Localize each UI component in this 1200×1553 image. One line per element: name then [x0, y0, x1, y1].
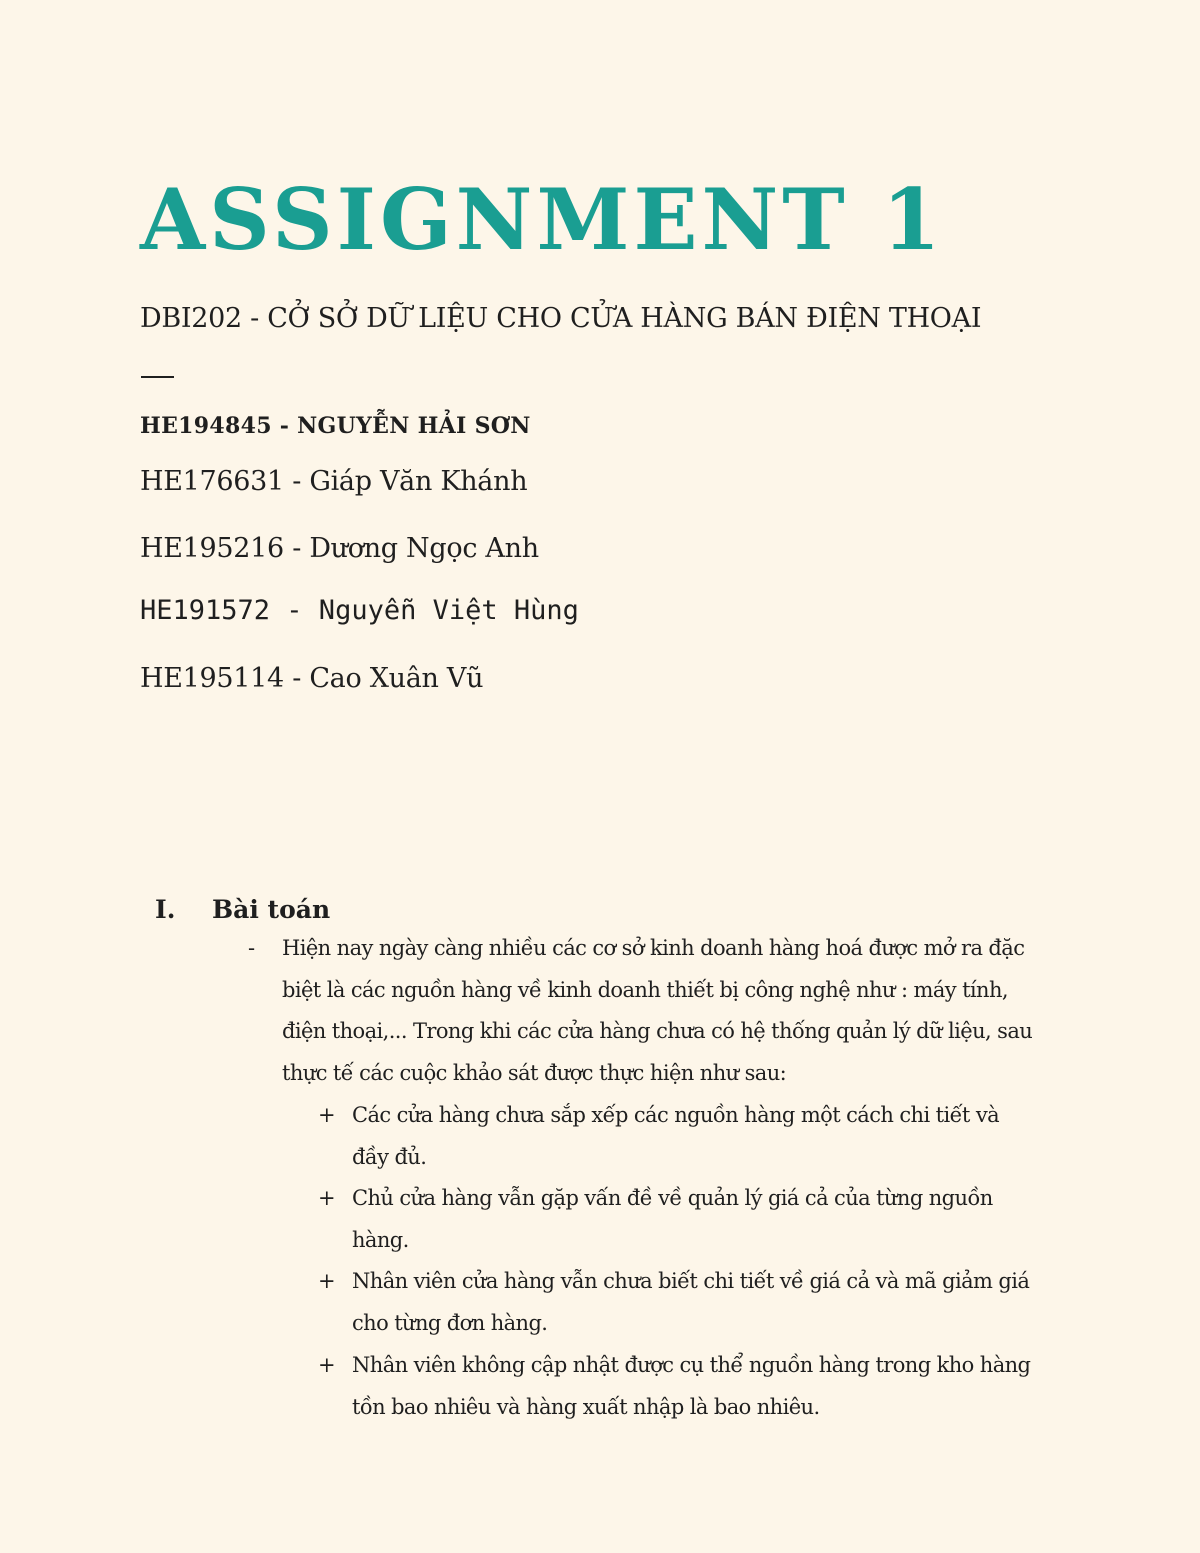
intro-list-item	[248, 928, 1048, 1094]
member-line: HE195216 - Dương Ngọc Anh	[140, 533, 539, 564]
list-item-text: Các cửa hàng chưa sắp xếp các nguồn hàng một cách chi tiết và đầy đủ.	[352, 1103, 1000, 1169]
list-item	[318, 1095, 1038, 1178]
list-item	[318, 1345, 1038, 1428]
document-subtitle: DBI202 - CỞ SỞ DỮ LIỆU CHO CỬA HÀNG BÁN ĐIỆN THOẠI	[140, 303, 982, 334]
plus-bullet: +	[318, 1269, 335, 1293]
section-number: I.	[155, 895, 176, 924]
plus-bullet: +	[318, 1103, 335, 1127]
list-item-text: Chủ cửa hàng vẫn gặp vấn đề về quản lý giá cả của từng nguồn hàng.	[352, 1186, 993, 1252]
list-item	[318, 1178, 1038, 1261]
member-line: HE176631 - Giáp Văn Khánh	[140, 466, 528, 497]
section-title: Bài toán	[212, 895, 331, 924]
list-item	[318, 1261, 1038, 1344]
list-item-text: Nhân viên cửa hàng vẫn chưa biết chi tiết về giá cả và mã giảm giá cho từng đơn hàng.	[352, 1269, 1030, 1335]
document-title: ASSIGNMENT 1	[140, 170, 945, 269]
plus-bullet: +	[318, 1186, 335, 1210]
list-item-text: Nhân viên không cập nhật được cụ thể nguồn hàng trong kho hàng tồn bao nhiêu và hàng xuất nhập là bao nhiêu.	[352, 1353, 1031, 1419]
member-line: HE191572 - Nguyễn Việt Hùng	[140, 595, 579, 626]
separator-dash	[141, 376, 174, 378]
dash-bullet: -	[248, 936, 255, 960]
plus-bullet: +	[318, 1353, 335, 1377]
intro-paragraph: Hiện nay ngày càng nhiều các cơ sở kinh doanh hàng hoá được mở ra đặc biệt là các nguồn hàng về kinh doanh thiết bị công nghệ như : máy tính, điện thoại,... Trong khi các cửa hàng chưa có hệ thống quản lý dữ liệu, sau thực tế các cuộc khảo sát được thực hiện như sau:	[282, 936, 1033, 1085]
member-line: HE195114 - Cao Xuân Vũ	[140, 663, 484, 694]
section-heading	[155, 895, 330, 924]
member-line: HE194845 - NGUYỄN HẢI SƠN	[140, 413, 531, 439]
